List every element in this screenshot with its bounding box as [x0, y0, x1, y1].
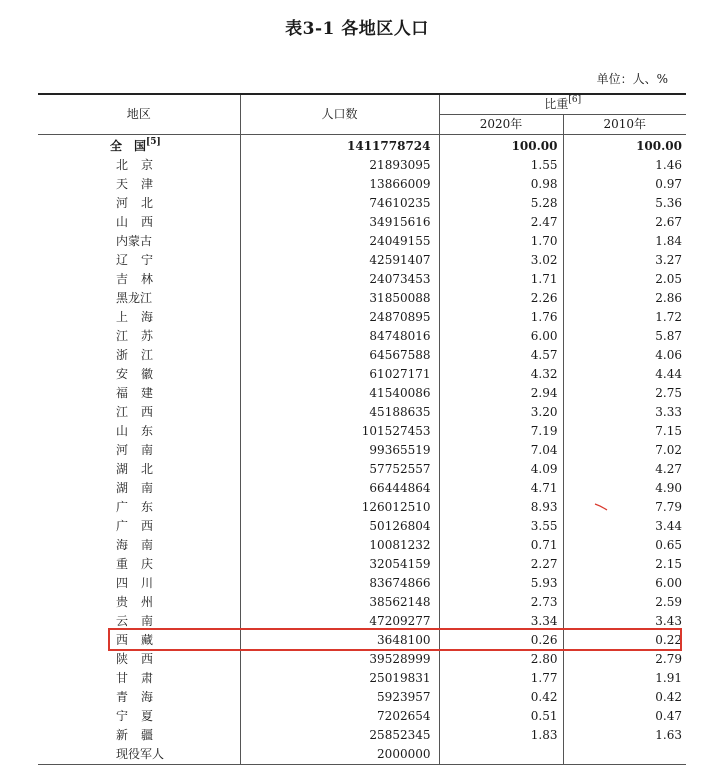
population-cell-text: 74610235 — [369, 196, 431, 210]
table-row — [38, 403, 686, 422]
region-cell — [38, 441, 240, 460]
ratio-2020-cell-text: 4.57 — [530, 348, 558, 362]
ratio-2010-cell — [563, 327, 686, 346]
table-row — [38, 479, 686, 498]
region-cell — [38, 593, 240, 612]
population-cell — [240, 308, 439, 327]
region-cell — [38, 327, 240, 346]
population-cell-text: 61027171 — [369, 367, 431, 381]
population-cell — [240, 346, 439, 365]
ratio-2020-cell-text: 7.04 — [530, 443, 558, 457]
population-cell — [240, 194, 439, 213]
region-cell-text: 吉林 — [116, 272, 167, 286]
ratio-2020-cell — [439, 441, 563, 460]
ratio-2010-cell-text: 0.22 — [655, 633, 683, 647]
population-cell-text: 47209277 — [369, 614, 431, 628]
population-cell-text: 64567588 — [369, 348, 431, 362]
header-population: 人口数 — [240, 94, 439, 135]
ratio-2020-cell-text: 1.76 — [530, 310, 558, 324]
region-cell-text: 全 国 — [110, 139, 147, 153]
population-cell-text: 7202654 — [377, 709, 431, 723]
ratio-2010-cell — [563, 403, 686, 422]
ratio-2020-cell — [439, 593, 563, 612]
table-row — [38, 251, 686, 270]
ratio-2010-cell — [563, 688, 686, 707]
ratio-2010-cell — [563, 194, 686, 213]
ratio-2010-cell-text: 0.97 — [655, 177, 683, 191]
ratio-2020-cell-text: 2.94 — [530, 386, 558, 400]
ratio-2010-cell-text: 2.75 — [655, 386, 683, 400]
region-cell — [38, 403, 240, 422]
region-cell-text: 陕西 — [116, 652, 167, 666]
population-cell — [240, 135, 439, 157]
table-row — [38, 517, 686, 536]
ratio-2010-cell — [563, 707, 686, 726]
region-cell-text: 内蒙古 — [116, 234, 153, 248]
ratio-2010-cell-text: 1.72 — [655, 310, 683, 324]
ratio-2010-cell-text: 3.43 — [655, 614, 683, 628]
region-footnote: [5] — [146, 137, 161, 147]
region-cell-text: 重庆 — [116, 557, 167, 571]
population-cell — [240, 688, 439, 707]
ratio-2020-cell — [439, 251, 563, 270]
population-cell-text: 2000000 — [377, 747, 431, 761]
table-row — [38, 536, 686, 555]
region-cell — [38, 308, 240, 327]
ratio-2010-cell — [563, 669, 686, 688]
population-cell — [240, 213, 439, 232]
ratio-2010-cell — [563, 365, 686, 384]
population-cell — [240, 669, 439, 688]
population-cell — [240, 479, 439, 498]
ratio-2010-cell — [563, 726, 686, 745]
population-cell-text: 31850088 — [369, 291, 431, 305]
population-cell — [240, 498, 439, 517]
region-cell — [38, 688, 240, 707]
population-cell-text: 84748016 — [369, 329, 431, 343]
table-row — [38, 726, 686, 745]
population-cell-text: 32054159 — [369, 557, 431, 571]
population-cell — [240, 650, 439, 669]
ratio-2010-cell-text: 1.91 — [655, 671, 683, 685]
region-cell-text: 湖北 — [116, 462, 167, 476]
population-cell — [240, 441, 439, 460]
population-cell — [240, 403, 439, 422]
ratio-2010-cell-text: 7.02 — [655, 443, 683, 457]
region-cell — [38, 194, 240, 213]
table-row — [38, 422, 686, 441]
region-cell-text: 福建 — [116, 386, 167, 400]
table-row — [38, 232, 686, 251]
population-cell-text: 24049155 — [369, 234, 431, 248]
ratio-2020-cell-text: 8.93 — [530, 500, 558, 514]
region-cell-text: 广东 — [116, 500, 167, 514]
region-cell-text: 云南 — [116, 614, 167, 628]
region-cell — [38, 726, 240, 745]
region-cell-text: 新疆 — [116, 728, 167, 742]
ratio-2010-cell — [563, 213, 686, 232]
ratio-2020-cell — [439, 365, 563, 384]
ratio-2020-cell — [439, 745, 563, 765]
region-cell-text: 江苏 — [116, 329, 167, 343]
ratio-2020-cell-text: 6.00 — [530, 329, 558, 343]
ratio-2010-cell — [563, 384, 686, 403]
ratio-2020-cell-text: 0.42 — [530, 690, 558, 704]
ratio-2010-cell-text: 4.44 — [655, 367, 683, 381]
ratio-2010-cell-text: 2.05 — [655, 272, 683, 286]
ratio-2020-cell-text: 5.28 — [530, 196, 558, 210]
region-cell — [38, 460, 240, 479]
table-row — [38, 441, 686, 460]
ratio-2010-cell — [563, 251, 686, 270]
unit-label: 单位：人、% — [596, 72, 668, 86]
ratio-2020-cell-text: 0.51 — [530, 709, 558, 723]
region-cell — [38, 479, 240, 498]
ratio-2010-cell-text: 0.47 — [655, 709, 683, 723]
population-cell-text: 21893095 — [369, 158, 431, 172]
population-cell-text: 34915616 — [369, 215, 431, 229]
ratio-2020-cell-text: 1.77 — [530, 671, 558, 685]
region-cell-text: 安徽 — [116, 367, 167, 381]
region-cell — [38, 422, 240, 441]
ratio-2020-cell-text: 2.27 — [530, 557, 558, 571]
population-cell — [240, 460, 439, 479]
ratio-2020-cell — [439, 327, 563, 346]
table-row — [38, 327, 686, 346]
ratio-2010-cell-text: 5.87 — [655, 329, 683, 343]
ratio-2010-cell — [563, 289, 686, 308]
region-cell — [38, 707, 240, 726]
region-cell — [38, 536, 240, 555]
region-cell-text: 北京 — [116, 158, 167, 172]
population-cell-text: 1411778724 — [347, 139, 431, 153]
ratio-2020-cell-text: 4.32 — [530, 367, 558, 381]
table-row — [38, 498, 686, 517]
table-row — [38, 669, 686, 688]
region-cell — [38, 232, 240, 251]
header-region: 地区 — [38, 94, 240, 135]
ratio-2010-cell-text: 0.42 — [655, 690, 683, 704]
population-cell-text: 126012510 — [361, 500, 431, 514]
population-cell — [240, 536, 439, 555]
population-cell — [240, 327, 439, 346]
population-cell-text: 101527453 — [361, 424, 431, 438]
ratio-2020-cell-text: 4.71 — [530, 481, 558, 495]
region-cell-text: 河北 — [116, 196, 167, 210]
ratio-2010-cell — [563, 308, 686, 327]
table-row — [38, 593, 686, 612]
region-cell-text: 山西 — [116, 215, 167, 229]
ratio-2020-cell-text: 1.70 — [530, 234, 558, 248]
ratio-2020-cell — [439, 346, 563, 365]
region-cell-text: 上海 — [116, 310, 167, 324]
ratio-2010-cell — [563, 593, 686, 612]
ratio-2020-cell — [439, 156, 563, 175]
population-cell — [240, 384, 439, 403]
ratio-2020-cell — [439, 498, 563, 517]
ratio-2020-cell — [439, 194, 563, 213]
population-cell — [240, 707, 439, 726]
ratio-2010-cell-text: 6.00 — [655, 576, 683, 590]
red-stroke-mark — [594, 503, 608, 511]
ratio-2020-cell — [439, 460, 563, 479]
table-row — [38, 460, 686, 479]
ratio-2020-cell-text: 1.83 — [530, 728, 558, 742]
population-cell — [240, 156, 439, 175]
ratio-2020-cell-text: 7.19 — [530, 424, 558, 438]
region-cell — [38, 213, 240, 232]
ratio-2020-cell — [439, 289, 563, 308]
ratio-2010-cell — [563, 745, 686, 765]
population-cell-text: 13866009 — [369, 177, 431, 191]
table-row — [38, 175, 686, 194]
population-cell-text: 24073453 — [369, 272, 431, 286]
region-cell — [38, 650, 240, 669]
ratio-2010-cell-text: 3.27 — [655, 253, 683, 267]
population-cell-text: 41540086 — [369, 386, 431, 400]
ratio-2020-cell-text: 0.26 — [530, 633, 558, 647]
population-cell-text: 3648100 — [377, 633, 431, 647]
ratio-2020-cell-text: 100.00 — [511, 139, 558, 153]
region-cell — [38, 135, 240, 157]
region-cell-text: 黑龙江 — [116, 291, 153, 305]
ratio-2010-cell-text: 2.79 — [655, 652, 683, 666]
ratio-2010-cell — [563, 460, 686, 479]
population-cell — [240, 745, 439, 765]
population-cell — [240, 574, 439, 593]
ratio-2010-cell — [563, 175, 686, 194]
ratio-2010-cell-text: 3.33 — [655, 405, 683, 419]
region-cell-text: 青海 — [116, 690, 167, 704]
region-cell-text: 辽宁 — [116, 253, 167, 267]
region-cell — [38, 289, 240, 308]
population-cell-text: 25852345 — [369, 728, 431, 742]
table-row — [38, 384, 686, 403]
region-cell-text: 四川 — [116, 576, 167, 590]
table-row — [38, 135, 686, 157]
table-row — [38, 688, 686, 707]
ratio-2020-cell-text: 3.55 — [530, 519, 558, 533]
table-row — [38, 346, 686, 365]
population-cell — [240, 175, 439, 194]
region-cell — [38, 175, 240, 194]
ratio-2020-cell — [439, 175, 563, 194]
ratio-2010-cell — [563, 498, 686, 517]
population-cell-text: 57752557 — [369, 462, 431, 476]
table-row — [38, 650, 686, 669]
ratio-2010-cell-text: 2.59 — [655, 595, 683, 609]
ratio-2020-cell-text: 2.73 — [530, 595, 558, 609]
table-row — [38, 707, 686, 726]
population-cell — [240, 289, 439, 308]
ratio-2010-cell — [563, 441, 686, 460]
ratio-2010-cell — [563, 479, 686, 498]
region-cell-text: 山东 — [116, 424, 167, 438]
population-cell-text: 83674866 — [369, 576, 431, 590]
ratio-2020-cell-text: 2.47 — [530, 215, 558, 229]
population-cell-text: 66444864 — [369, 481, 431, 495]
ratio-2020-cell-text: 3.02 — [530, 253, 558, 267]
ratio-2010-cell-text: 2.86 — [655, 291, 683, 305]
population-table — [38, 93, 686, 765]
ratio-2010-cell-text: 0.65 — [655, 538, 683, 552]
population-cell-text: 39528999 — [369, 652, 431, 666]
population-cell-text: 24870895 — [369, 310, 431, 324]
region-cell — [38, 498, 240, 517]
region-cell-text: 广西 — [116, 519, 167, 533]
ratio-2020-cell — [439, 135, 563, 157]
population-cell-text: 38562148 — [369, 595, 431, 609]
region-cell-text: 江西 — [116, 405, 167, 419]
ratio-2020-cell-text: 1.71 — [530, 272, 558, 286]
ratio-2020-cell-text: 2.80 — [530, 652, 558, 666]
region-cell-text: 西藏 — [116, 633, 167, 647]
ratio-2020-cell-text: 0.98 — [530, 177, 558, 191]
ratio-2010-cell-text: 7.79 — [655, 500, 683, 514]
population-cell-text: 99365519 — [369, 443, 431, 457]
ratio-2020-cell — [439, 555, 563, 574]
region-cell-text: 浙江 — [116, 348, 167, 362]
ratio-2010-cell-text: 2.67 — [655, 215, 683, 229]
region-cell-text: 海南 — [116, 538, 167, 552]
population-cell — [240, 555, 439, 574]
ratio-2020-cell-text: 3.20 — [530, 405, 558, 419]
ratio-2020-cell — [439, 384, 563, 403]
highlight-box — [108, 628, 682, 651]
table-row — [38, 574, 686, 593]
ratio-2020-cell — [439, 517, 563, 536]
region-cell — [38, 574, 240, 593]
region-cell — [38, 156, 240, 175]
population-cell — [240, 251, 439, 270]
table-row — [38, 213, 686, 232]
population-cell — [240, 365, 439, 384]
population-cell — [240, 232, 439, 251]
population-cell — [240, 270, 439, 289]
ratio-2010-cell-text: 100.00 — [636, 139, 683, 153]
ratio-2010-cell-text: 1.46 — [655, 158, 683, 172]
ratio-2010-cell — [563, 422, 686, 441]
table-row — [38, 745, 686, 765]
ratio-2010-cell-text: 5.36 — [655, 196, 683, 210]
ratio-2010-cell — [563, 517, 686, 536]
region-cell — [38, 270, 240, 289]
population-cell — [240, 593, 439, 612]
ratio-2010-cell — [563, 650, 686, 669]
ratio-2010-cell-text: 7.15 — [655, 424, 683, 438]
region-cell — [38, 251, 240, 270]
population-cell-text: 5923957 — [377, 690, 431, 704]
ratio-2010-cell — [563, 555, 686, 574]
population-cell-text: 42591407 — [369, 253, 431, 267]
region-cell — [38, 384, 240, 403]
region-cell — [38, 555, 240, 574]
ratio-2010-cell — [563, 135, 686, 157]
ratio-2020-cell-text: 5.93 — [530, 576, 558, 590]
page-title: 表3-1 各地区人口 — [285, 19, 429, 39]
header-ratio: 比重[6] — [439, 94, 686, 115]
header-2010: 2010年 — [563, 115, 686, 135]
ratio-2020-cell — [439, 232, 563, 251]
ratio-2020-cell — [439, 422, 563, 441]
region-cell — [38, 346, 240, 365]
ratio-2010-cell — [563, 156, 686, 175]
table-row — [38, 156, 686, 175]
region-cell-text: 宁夏 — [116, 709, 167, 723]
region-cell-text: 湖南 — [116, 481, 167, 495]
region-cell-text: 甘肃 — [116, 671, 167, 685]
region-cell-text: 河南 — [116, 443, 167, 457]
table-row — [38, 365, 686, 384]
ratio-2020-cell-text: 3.34 — [530, 614, 558, 628]
ratio-2010-cell — [563, 270, 686, 289]
ratio-2010-cell — [563, 536, 686, 555]
ratio-2010-cell-text: 4.90 — [655, 481, 683, 495]
region-cell-text: 天津 — [116, 177, 167, 191]
ratio-2010-cell — [563, 574, 686, 593]
ratio-2010-cell-text: 4.06 — [655, 348, 683, 362]
ratio-2020-cell — [439, 403, 563, 422]
ratio-2010-cell — [563, 232, 686, 251]
ratio-2020-cell — [439, 308, 563, 327]
ratio-2020-cell — [439, 574, 563, 593]
population-cell-text: 50126804 — [369, 519, 431, 533]
table-row — [38, 270, 686, 289]
population-cell — [240, 726, 439, 745]
region-cell-text: 贵州 — [116, 595, 167, 609]
ratio-2020-cell — [439, 669, 563, 688]
ratio-2020-cell — [439, 213, 563, 232]
population-cell — [240, 517, 439, 536]
ratio-2020-cell — [439, 650, 563, 669]
ratio-2010-cell-text: 1.63 — [655, 728, 683, 742]
region-cell — [38, 745, 240, 765]
region-cell — [38, 517, 240, 536]
ratio-2020-cell — [439, 270, 563, 289]
ratio-2020-cell-text: 1.55 — [530, 158, 558, 172]
ratio-2020-cell — [439, 688, 563, 707]
ratio-2020-cell — [439, 726, 563, 745]
header-2020: 2020年 — [439, 115, 563, 135]
ratio-2010-cell-text: 3.44 — [655, 519, 683, 533]
table-row — [38, 289, 686, 308]
population-cell — [240, 422, 439, 441]
table-body — [38, 135, 686, 765]
region-cell — [38, 669, 240, 688]
region-cell-text: 现役军人 — [116, 747, 165, 761]
table-row — [38, 194, 686, 213]
table-row — [38, 555, 686, 574]
ratio-2020-cell-text: 2.26 — [530, 291, 558, 305]
population-cell-text: 10081232 — [369, 538, 431, 552]
ratio-2020-cell-text: 4.09 — [530, 462, 558, 476]
region-cell — [38, 365, 240, 384]
ratio-2010-cell-text: 4.27 — [655, 462, 683, 476]
ratio-2020-cell — [439, 707, 563, 726]
table-row — [38, 308, 686, 327]
ratio-2010-cell-text: 1.84 — [655, 234, 683, 248]
ratio-2010-cell — [563, 346, 686, 365]
population-cell-text: 45188635 — [369, 405, 431, 419]
ratio-2020-cell-text: 0.71 — [530, 538, 558, 552]
ratio-2020-cell — [439, 536, 563, 555]
ratio-footnote: [6] — [568, 95, 582, 105]
population-cell-text: 25019831 — [369, 671, 431, 685]
ratio-2020-cell — [439, 479, 563, 498]
ratio-2010-cell-text: 2.15 — [655, 557, 683, 571]
